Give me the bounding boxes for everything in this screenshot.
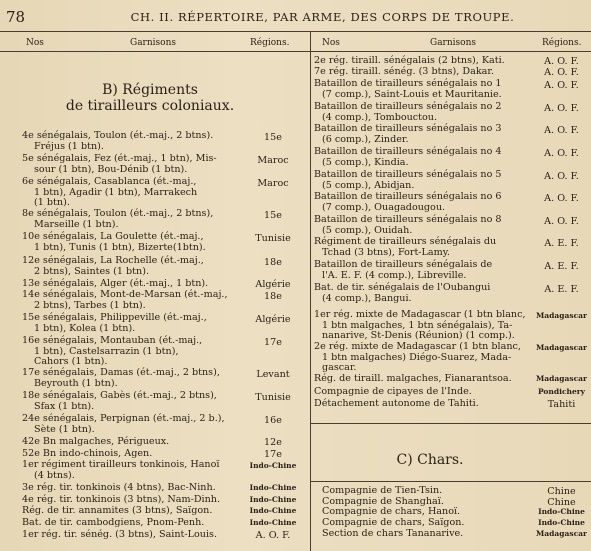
- entry-region: A. O. F.: [544, 80, 579, 91]
- entry-region: A. O. F.: [544, 67, 579, 78]
- entry-region: Tunisie: [255, 392, 291, 403]
- section-title-chars: C) Chars.: [396, 452, 464, 468]
- entry-line: 4e rég. tir. tonkinois (3 btns), Nam-Dinh.: [22, 494, 221, 505]
- entry-line: Bataillon de tirailleurs sénégalais no 5: [314, 169, 502, 180]
- entry-line: (6 comp.), Zinder.: [322, 133, 409, 145]
- entry-line: 1 btn), Castelsarrazin (1 btn),: [34, 345, 179, 357]
- entry-line: Détachement autonome de Tahiti.: [314, 398, 479, 409]
- entry-region: Tunisie: [255, 233, 291, 244]
- entry-line: Cahors (1 btn).: [34, 356, 108, 368]
- chars-region: Chine: [547, 486, 576, 497]
- entry-line: 7e rég. tiraill. sénég. (3 btns), Dakar.: [314, 66, 494, 77]
- entry-line: Marseille (1 btn).: [34, 218, 119, 230]
- section-title-tirailleurs: [0, 82, 300, 114]
- column-header-rule-left: [0, 51, 310, 52]
- header-rule: [0, 31, 591, 32]
- chars-region: Madagascar: [536, 529, 587, 538]
- entry-line: 15e sénégalais, Philippeville (ét.-maj.,: [22, 312, 207, 323]
- entry-line: (1 btn).: [34, 197, 70, 209]
- chars-region: Indo-Chine: [538, 518, 585, 527]
- entry-region: A. O. F.: [544, 103, 579, 114]
- entry-region: 17e: [264, 449, 282, 460]
- entry-region: Tahiti: [547, 399, 576, 410]
- chars-header-rule: [310, 481, 591, 482]
- entry-region: Indo-Chine: [249, 518, 297, 527]
- entry-line: 1 btn), Agadir (1 btn), Marrakech: [34, 186, 198, 198]
- entry-line: (5 comp.), Ouidah.: [322, 224, 413, 236]
- entry-line: (4 comp.), Bangui.: [322, 292, 412, 304]
- entry-line: 24e sénégalais, Perpignan (ét.-maj., 2 b.),: [22, 413, 225, 424]
- entry-line: gascar.: [322, 362, 357, 374]
- entry-line: l'A. E. F. (4 comp.), Libreville.: [322, 269, 467, 281]
- entry-line: 1 btn malgaches) Diégo-Suarez, Mada-: [322, 351, 512, 363]
- entry-line: Bataillon de tirailleurs sénégalais no 1: [314, 78, 502, 89]
- entry-region: A. O. F.: [255, 530, 291, 541]
- entry-region: 15e: [264, 210, 282, 221]
- entry-line: Bataillon de tirailleurs sénégalais no 2: [314, 101, 502, 112]
- entry-line: Bataillon de tirailleurs sénégalais no 8: [314, 214, 502, 225]
- chars-entry: Compagnie de Tien-Tsin.: [322, 485, 443, 496]
- col-nos-right: Nos: [322, 38, 340, 48]
- entry-line: 2 btns), Tarbes (1 btn).: [34, 299, 146, 311]
- entry-line: 14e sénégalais, Mont-de-Marsan (ét.-maj.,: [22, 289, 228, 300]
- entry-line: nanarive, St-Denis (Réunion) (1 comp.).: [322, 330, 515, 342]
- entry-line: Fréjus (1 btn).: [34, 140, 104, 152]
- entry-region: Algérie: [255, 314, 291, 325]
- entry-region: 18e: [264, 257, 282, 268]
- entry-region: A. E. F.: [544, 284, 579, 295]
- entry-line: sour (1 btn), Bou-Dénib (1 btn).: [34, 163, 188, 175]
- entry-line: 1er régiment tirailleurs tonkinois, Hanoï: [22, 459, 220, 470]
- entry-line: 1er rég. mixte de Madagascar (1 btn blanc,: [314, 309, 526, 320]
- entry-line: 42e Bn malgaches, Périgueux.: [22, 436, 170, 447]
- entry-region: A. O. F.: [544, 148, 579, 159]
- chars-entry: Section de chars Tananarive.: [322, 528, 464, 539]
- entry-region: 15e: [264, 132, 282, 143]
- entry-line: 12e sénégalais, La Rochelle (ét.-maj.,: [22, 255, 204, 266]
- entry-region: Indo-Chine: [249, 495, 297, 504]
- col-regions-left: Régions.: [250, 38, 290, 48]
- entry-line: (7 comp.), Saint-Louis et Mauritanie.: [322, 88, 502, 100]
- entry-region: A. O. F.: [544, 193, 579, 204]
- col-nos-left: Nos: [26, 38, 44, 48]
- entry-region: 18e: [264, 291, 282, 302]
- page-header: [0, 6, 591, 28]
- entry-line: Bataillon de tirailleurs sénégalais no 3: [314, 123, 502, 134]
- entry-line: 3e rég. tir. tonkinois (4 btns), Bac-Ninh.: [22, 482, 216, 493]
- entry-line: 1 btn malgaches, 1 btn sénégalais), Ta-: [322, 319, 513, 331]
- page-number: 78: [6, 8, 26, 26]
- entry-line: (4 btns).: [34, 469, 75, 481]
- chars-top-rule: [310, 423, 591, 424]
- entry-region: Maroc: [257, 178, 289, 189]
- page-title: CH. II. RÉPERTOIRE, PAR ARME, DES CORPS DE TROUPE.: [130, 10, 515, 24]
- col-garnisons-left: Garnisons: [130, 38, 176, 48]
- entry-region: Pondichery: [537, 387, 586, 396]
- chars-region: Indo-Chine: [538, 507, 585, 516]
- entry-region: Madagascar: [536, 343, 587, 352]
- entry-line: 6e sénégalais, Casablanca (ét.-maj.,: [22, 176, 197, 187]
- entry-line: (5 comp.), Abidjan.: [322, 179, 415, 191]
- entry-region: Indo-Chine: [249, 461, 297, 470]
- entry-line: 13e sénégalais, Alger (ét.-maj., 1 btn).: [22, 278, 209, 289]
- chars-region: Chine: [547, 497, 576, 508]
- entry-region: A. E. F.: [544, 261, 579, 272]
- column-header-rule-right: [310, 51, 591, 52]
- entry-line: 10e sénégalais, La Goulette (ét.-maj.,: [22, 231, 204, 242]
- entry-line: Bataillon de tirailleurs sénégalais no 4: [314, 146, 502, 157]
- entry-line: 2e rég. tiraill. sénégalais (2 btns), Kati.: [314, 55, 505, 66]
- entry-region: Algérie: [255, 279, 291, 290]
- entry-line: 1 btn), Kolea (1 btn).: [34, 322, 136, 334]
- entry-line: (7 comp.), Ouagadougou.: [322, 201, 446, 213]
- entry-line: Bataillon de tirailleurs sénégalais de: [314, 259, 493, 270]
- entry-line: 18e sénégalais, Gabès (ét.-maj., 2 btns),: [22, 390, 217, 401]
- entry-line: Compagnie de cipayes de l'Inde.: [314, 386, 472, 397]
- entry-region: A. O. F.: [544, 125, 579, 136]
- entry-line: Sète (1 btn).: [34, 423, 95, 435]
- entry-line: 8e sénégalais, Toulon (ét.-maj., 2 btns),: [22, 208, 214, 219]
- entry-line: 2 btns), Saintes (1 btn).: [34, 265, 150, 277]
- entry-line: Beyrouth (1 btn).: [34, 377, 118, 389]
- entry-line: 4e sénégalais, Toulon (ét.-maj., 2 btns).: [22, 130, 214, 141]
- entry-line: 1 btn), Tunis (1 btn), Bizerte(1btn).: [34, 241, 206, 253]
- entry-region: Indo-Chine: [249, 483, 297, 492]
- chars-entry: Compagnie de chars, Saïgon.: [322, 517, 465, 528]
- entry-line: 5e sénégalais, Fez (ét.-maj., 1 btn), Mis-: [22, 153, 217, 164]
- entry-region: 16e: [264, 415, 282, 426]
- entry-line: 16e sénégalais, Montauban (ét.-maj.,: [22, 335, 203, 346]
- entry-region: A. O. F.: [544, 216, 579, 227]
- entry-region: 12e: [264, 437, 282, 448]
- chars-entry: Compagnie de Shanghaï.: [322, 496, 444, 507]
- col-garnisons-right: Garnisons: [430, 38, 476, 48]
- entry-region: Indo-Chine: [249, 506, 297, 515]
- entry-region: Levant: [256, 369, 290, 380]
- section-title-line-1: B) Régiments: [102, 82, 198, 98]
- entry-line: 17e sénégalais, Damas (ét.-maj., 2 btns),: [22, 367, 220, 378]
- entry-line: (4 comp.), Tombouctou.: [322, 111, 438, 123]
- entry-region: Madagascar: [536, 311, 587, 320]
- entry-line: Tchad (3 btns), Fort-Lamy.: [322, 246, 450, 258]
- entry-region: A. O. F.: [544, 171, 579, 182]
- section-title-line-2: de tirailleurs coloniaux.: [65, 98, 235, 114]
- entry-line: Régiment de tirailleurs sénégalais du: [314, 236, 497, 247]
- entry-line: Bat. de tir. cambodgiens, Pnom-Penh.: [22, 517, 205, 528]
- entry-region: Madagascar: [536, 374, 587, 383]
- entry-line: Rég. de tiraill. malgaches, Fianarantsoa.: [314, 373, 512, 384]
- column-divider: [310, 31, 311, 551]
- entry-line: (5 comp.), Kindia.: [322, 156, 409, 168]
- entry-line: 2e rég. mixte de Madagascar (1 btn blanc,: [314, 341, 521, 352]
- entry-line: Bat. de tir. sénégalais de l'Oubangui: [314, 282, 491, 293]
- entry-region: A. E. F.: [544, 238, 579, 249]
- chars-entry: Compagnie de chars, Hanoï.: [322, 506, 461, 517]
- entry-line: Rég. de tir. annamites (3 btns), Saïgon.: [22, 505, 213, 516]
- entry-region: Maroc: [257, 155, 289, 166]
- entry-line: 1er rég. tir. sénég. (3 btns), Saint-Louis.: [22, 529, 218, 540]
- entry-line: Sfax (1 btn).: [34, 400, 95, 412]
- entry-line: Bataillon de tirailleurs sénégalais no 6: [314, 191, 502, 202]
- entry-line: 52e Bn indo-chinois, Agen.: [22, 448, 153, 459]
- col-regions-right: Régions.: [542, 38, 582, 48]
- entry-region: 17e: [264, 337, 282, 348]
- entry-region: A. O. F.: [544, 56, 579, 67]
